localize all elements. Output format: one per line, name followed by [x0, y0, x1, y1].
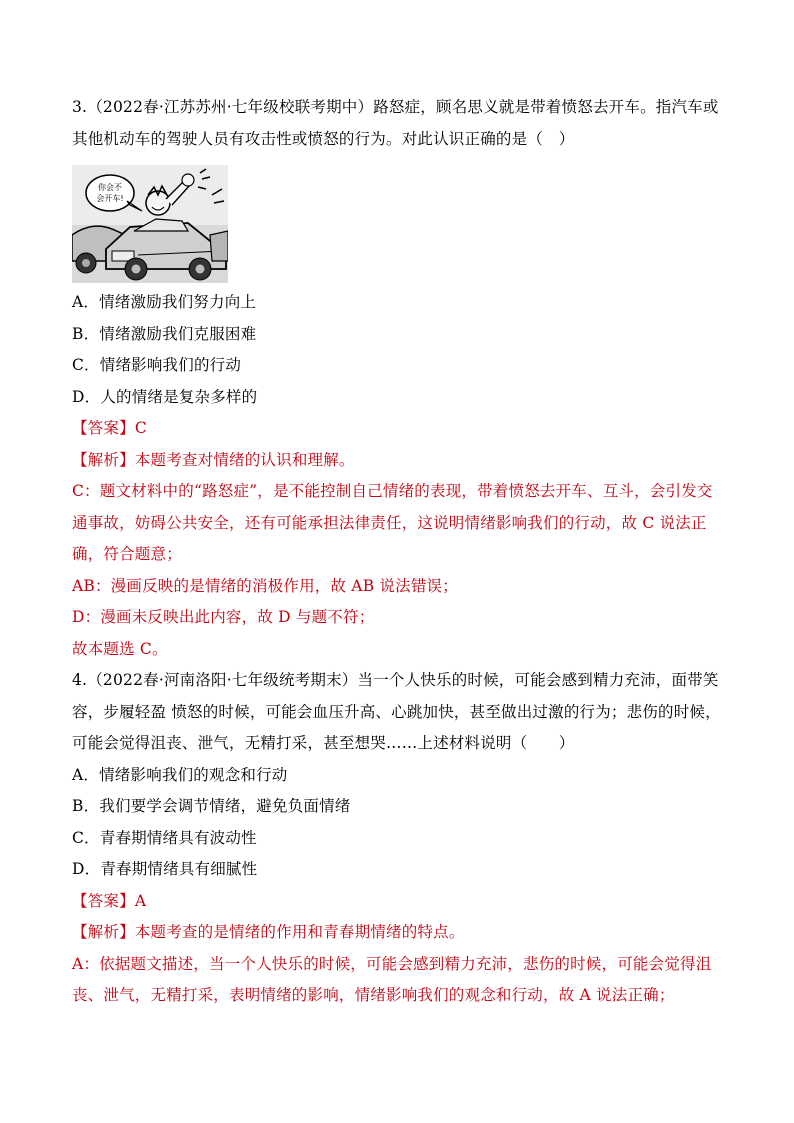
analysis-intro: 本题考查对情绪的认识和理解。: [134, 450, 355, 469]
q3-answer: [72, 413, 726, 445]
q4-analysis: [72, 917, 726, 949]
q4-answer: [72, 886, 726, 918]
q4-stem-line1: 4.（2022春·河南洛阳·七年级统考期末）当一个人快乐的时候，可能会感到精力充沛，面带笑: [72, 671, 719, 689]
q3-option-d: D．人的情绪是复杂多样的: [72, 387, 258, 406]
cartoon-text-2: 会开车!: [96, 194, 124, 203]
q4-analysis-a-line1: A：依据题文描述，当一个人快乐的时候，可能会感到精力充沛，悲伤的时候，可能会觉得沮: [72, 954, 712, 973]
q3-stem-line1: 3.（2022春·江苏苏州·七年级校联考期中）路怒症，顾名思义就是带着愤怒去开车。指汽车或: [72, 98, 719, 116]
q4-stem-line2: 容，步履轻盈 愤怒的时候，可能会血压升高、心跳加快，甚至做出过激的行为；悲伤的时候，: [72, 702, 721, 721]
analysis-tag: 【解析】: [72, 450, 135, 469]
analysis-intro: 本题考查的是情绪的作用和青春期情绪的特点。: [134, 923, 465, 941]
q3-stem-line2: 其他机动车的驾驶人员有攻击性或愤怒的行为。对此认识正确的是（ ）: [72, 129, 575, 148]
q3-analysis-ab: AB：漫画反映的是情绪的消极作用，故 AB 说法错误；: [72, 576, 458, 595]
cartoon-illustration: [72, 165, 228, 283]
q4-stem-line3: 可能会觉得沮丧、泄气，无精打采，甚至想哭……上述材料说明（ ）: [72, 734, 575, 752]
q4-analysis-a-line2: 丧、泄气，无精打采，表明情绪的影响，情绪影响我们的观念和行动，故 A 说法正确；: [72, 986, 675, 1004]
q3-analysis-c-line1: C：题文材料中的“路怒症”，是不能控制自己情绪的表现，带着愤怒去开车、互斗，会引发交: [72, 482, 713, 500]
q3-analysis-c-line2: 通事故，妨碍公共安全，还有可能承担法律责任，这说明情绪影响我们的行动，故 C 说法正: [72, 513, 707, 532]
q4-option-d: D．青春期情绪具有细腻性: [72, 860, 258, 878]
q3-conclusion: 故本题选 C。: [72, 639, 168, 658]
road-rage-cartoon: [72, 165, 228, 283]
q3-analysis: [72, 445, 726, 477]
q3-option-b: B．情绪激励我们克服困难: [72, 324, 257, 343]
answer-tag: 【答案】: [72, 419, 135, 437]
cartoon-text-1: 你会不: [98, 183, 122, 192]
q4-option-a: A．情绪影响我们的观念和行动: [72, 765, 288, 784]
answer-value: C: [134, 419, 147, 437]
q4-option-c: C．青春期情绪具有波动性: [72, 828, 257, 847]
q3-option-c: C．情绪影响我们的行动: [72, 356, 242, 374]
document-page: [72, 92, 726, 1012]
q3-option-a: A．情绪激励我们努力向上: [72, 293, 257, 311]
answer-tag: 【答案】: [72, 891, 135, 910]
q3-analysis-d: D：漫画未反映出此内容，故 D 与题不符；: [72, 608, 375, 626]
q3-analysis-c-line3: 确，符合题意；: [72, 545, 182, 563]
q4-option-b: B．我们要学会调节情绪，避免负面情绪: [72, 797, 351, 815]
analysis-tag: 【解析】: [72, 923, 135, 941]
answer-value: A: [134, 891, 147, 910]
